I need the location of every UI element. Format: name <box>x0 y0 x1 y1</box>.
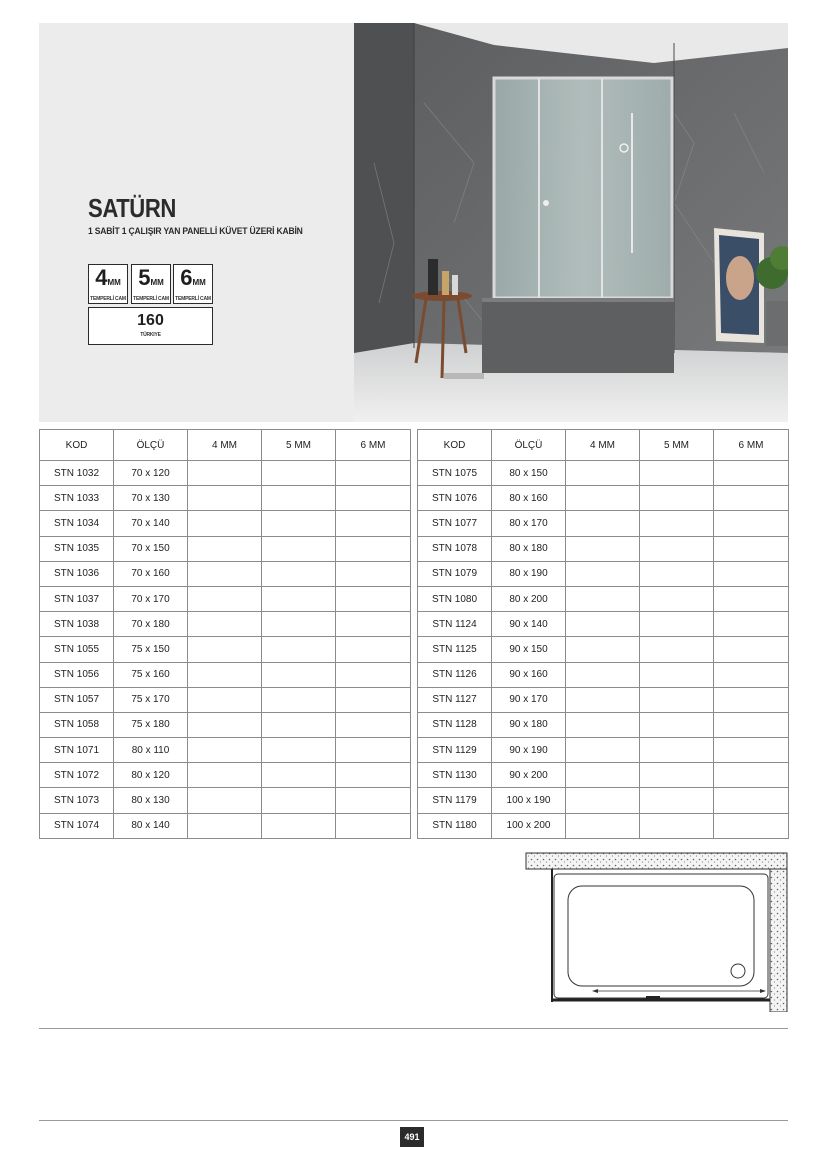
plan-diagram <box>524 852 788 1012</box>
table-row <box>418 813 789 838</box>
badge-label: TEMPERLİ CAM <box>175 296 211 302</box>
cell-size: 80 x 120 <box>114 763 188 788</box>
cell-4mm <box>188 637 262 662</box>
cell-4mm <box>566 612 640 637</box>
cell-code: STN 1072 <box>40 763 114 788</box>
cell-6mm <box>714 586 789 611</box>
cell-5mm <box>640 712 714 737</box>
cell-5mm <box>262 612 336 637</box>
cell-code: STN 1075 <box>418 461 492 486</box>
table-row <box>418 536 789 561</box>
table-row <box>418 511 789 536</box>
cell-5mm <box>640 511 714 536</box>
table-row <box>418 712 789 737</box>
table-row <box>40 662 411 687</box>
cell-6mm <box>336 536 411 561</box>
cell-6mm <box>336 586 411 611</box>
cell-6mm <box>336 788 411 813</box>
cell-code: STN 1036 <box>40 561 114 586</box>
cell-5mm <box>262 536 336 561</box>
cell-5mm <box>262 461 336 486</box>
table-row <box>40 763 411 788</box>
cell-size: 70 x 120 <box>114 461 188 486</box>
cell-6mm <box>714 738 789 763</box>
table-row <box>40 511 411 536</box>
cell-4mm <box>566 536 640 561</box>
cell-code: STN 1074 <box>40 813 114 838</box>
cell-5mm <box>640 586 714 611</box>
cell-4mm <box>566 738 640 763</box>
cell-6mm <box>714 662 789 687</box>
table-row <box>418 662 789 687</box>
cell-4mm <box>188 536 262 561</box>
table-row <box>40 586 411 611</box>
cell-size: 100 x 200 <box>492 813 566 838</box>
product-photo <box>354 23 788 422</box>
cell-size: 75 x 160 <box>114 662 188 687</box>
cell-6mm <box>336 561 411 586</box>
badge-value: 4 <box>95 265 108 290</box>
cell-4mm <box>188 586 262 611</box>
cell-size: 70 x 170 <box>114 586 188 611</box>
cell-code: STN 1128 <box>418 712 492 737</box>
table-row <box>418 687 789 712</box>
cell-size: 70 x 180 <box>114 612 188 637</box>
cell-size: 80 x 200 <box>492 586 566 611</box>
cell-6mm <box>714 561 789 586</box>
cell-4mm <box>188 561 262 586</box>
cell-size: 80 x 170 <box>492 511 566 536</box>
cell-5mm <box>640 536 714 561</box>
cell-size: 100 x 190 <box>492 788 566 813</box>
cell-code: STN 1129 <box>418 738 492 763</box>
badge-4mm <box>88 264 128 304</box>
cell-size: 90 x 160 <box>492 662 566 687</box>
cell-code: STN 1127 <box>418 687 492 712</box>
cell-code: STN 1038 <box>40 612 114 637</box>
section-divider <box>39 1028 788 1029</box>
cell-4mm <box>188 612 262 637</box>
table-header-row <box>418 430 789 461</box>
badge-wide-label: TÜRKIYE <box>140 332 161 338</box>
cell-size: 80 x 160 <box>492 486 566 511</box>
cell-5mm <box>262 738 336 763</box>
cell-5mm <box>640 612 714 637</box>
badge-5mm <box>131 264 171 304</box>
cell-4mm <box>566 712 640 737</box>
badge-6mm <box>173 264 213 304</box>
cell-size: 70 x 150 <box>114 536 188 561</box>
cell-5mm <box>640 687 714 712</box>
cell-size: 80 x 180 <box>492 536 566 561</box>
cell-code: STN 1035 <box>40 536 114 561</box>
table-row <box>418 561 789 586</box>
table-row <box>418 788 789 813</box>
cell-6mm <box>714 612 789 637</box>
cell-6mm <box>336 486 411 511</box>
cell-4mm <box>188 461 262 486</box>
table-row <box>418 738 789 763</box>
cell-5mm <box>640 763 714 788</box>
table-row <box>40 536 411 561</box>
cell-6mm <box>336 612 411 637</box>
cell-size: 90 x 140 <box>492 612 566 637</box>
cell-code: STN 1180 <box>418 813 492 838</box>
cell-6mm <box>336 687 411 712</box>
cell-code: STN 1078 <box>418 536 492 561</box>
cell-5mm <box>262 511 336 536</box>
badge-value: 5 <box>138 265 151 290</box>
cell-4mm <box>566 561 640 586</box>
cell-size: 80 x 110 <box>114 738 188 763</box>
table-row <box>418 637 789 662</box>
col-header-olcu: ÖLÇÜ <box>492 430 566 461</box>
cell-5mm <box>262 813 336 838</box>
cell-4mm <box>188 813 262 838</box>
col-header-kod: KOD <box>40 430 114 461</box>
cell-6mm <box>714 486 789 511</box>
col-header-4mm: 4 MM <box>188 430 262 461</box>
cell-4mm <box>188 662 262 687</box>
table-header-row <box>40 430 411 461</box>
cell-code: STN 1076 <box>418 486 492 511</box>
table-row <box>40 687 411 712</box>
cell-5mm <box>262 586 336 611</box>
cell-5mm <box>640 637 714 662</box>
badge-unit: MM <box>107 278 121 287</box>
cell-code: STN 1126 <box>418 662 492 687</box>
cell-4mm <box>188 511 262 536</box>
cell-code: STN 1055 <box>40 637 114 662</box>
cell-4mm <box>566 662 640 687</box>
cell-4mm <box>566 486 640 511</box>
cell-5mm <box>262 662 336 687</box>
table-body-left <box>40 461 411 839</box>
cell-size: 70 x 140 <box>114 511 188 536</box>
cell-4mm <box>188 738 262 763</box>
cell-6mm <box>714 461 789 486</box>
col-header-5mm: 5 MM <box>640 430 714 461</box>
cell-4mm <box>188 763 262 788</box>
col-header-5mm: 5 MM <box>262 430 336 461</box>
cell-6mm <box>714 712 789 737</box>
cell-4mm <box>188 712 262 737</box>
cell-4mm <box>566 511 640 536</box>
cell-code: STN 1080 <box>418 586 492 611</box>
cell-5mm <box>262 712 336 737</box>
table-row <box>40 712 411 737</box>
cell-6mm <box>714 536 789 561</box>
cell-6mm <box>714 813 789 838</box>
cell-size: 80 x 190 <box>492 561 566 586</box>
cell-4mm <box>188 687 262 712</box>
cell-6mm <box>714 637 789 662</box>
badge-unit: MM <box>192 278 206 287</box>
cell-code: STN 1124 <box>418 612 492 637</box>
cell-5mm <box>640 486 714 511</box>
cell-5mm <box>640 561 714 586</box>
table-row <box>418 612 789 637</box>
cell-size: 80 x 130 <box>114 788 188 813</box>
cell-size: 80 x 140 <box>114 813 188 838</box>
badge-value: 6 <box>180 265 193 290</box>
cell-code: STN 1071 <box>40 738 114 763</box>
cell-4mm <box>566 461 640 486</box>
table-row <box>418 586 789 611</box>
cell-6mm <box>714 687 789 712</box>
cell-6mm <box>336 712 411 737</box>
cell-size: 75 x 180 <box>114 712 188 737</box>
cell-5mm <box>640 662 714 687</box>
cell-4mm <box>566 813 640 838</box>
cell-5mm <box>262 486 336 511</box>
cell-code: STN 1130 <box>418 763 492 788</box>
cell-4mm <box>188 788 262 813</box>
cell-size: 75 x 150 <box>114 637 188 662</box>
cell-size: 90 x 180 <box>492 712 566 737</box>
cell-4mm <box>188 486 262 511</box>
cell-size: 90 x 150 <box>492 637 566 662</box>
col-header-olcu: ÖLÇÜ <box>114 430 188 461</box>
table-row <box>40 561 411 586</box>
cell-code: STN 1057 <box>40 687 114 712</box>
footer-divider <box>39 1120 788 1121</box>
cell-code: STN 1037 <box>40 586 114 611</box>
table-row <box>418 486 789 511</box>
page-number: 491 <box>400 1127 424 1147</box>
cell-code: STN 1073 <box>40 788 114 813</box>
hero-info-panel <box>39 23 354 422</box>
cell-6mm <box>714 763 789 788</box>
cell-4mm <box>566 763 640 788</box>
badge-unit: MM <box>150 278 164 287</box>
cell-4mm <box>566 788 640 813</box>
table-row <box>40 612 411 637</box>
cell-4mm <box>566 687 640 712</box>
cell-6mm <box>336 763 411 788</box>
cell-5mm <box>640 788 714 813</box>
table-row <box>40 813 411 838</box>
col-header-6mm: 6 MM <box>336 430 411 461</box>
table-row <box>40 486 411 511</box>
cell-size: 70 x 130 <box>114 486 188 511</box>
cell-code: STN 1033 <box>40 486 114 511</box>
cell-6mm <box>336 738 411 763</box>
cell-size: 90 x 190 <box>492 738 566 763</box>
cell-code: STN 1058 <box>40 712 114 737</box>
cell-4mm <box>566 637 640 662</box>
cell-6mm <box>714 788 789 813</box>
col-header-kod: KOD <box>418 430 492 461</box>
cell-5mm <box>262 637 336 662</box>
table-row <box>418 461 789 486</box>
table-row <box>40 788 411 813</box>
table-row <box>40 461 411 486</box>
cell-6mm <box>714 511 789 536</box>
cell-6mm <box>336 662 411 687</box>
cell-size: 70 x 160 <box>114 561 188 586</box>
cell-6mm <box>336 813 411 838</box>
cell-5mm <box>262 687 336 712</box>
table-row <box>418 763 789 788</box>
cell-5mm <box>640 461 714 486</box>
cell-code: STN 1079 <box>418 561 492 586</box>
cell-6mm <box>336 461 411 486</box>
cell-code: STN 1179 <box>418 788 492 813</box>
col-header-4mm: 4 MM <box>566 430 640 461</box>
cell-5mm <box>262 763 336 788</box>
cell-size: 80 x 150 <box>492 461 566 486</box>
cell-6mm <box>336 511 411 536</box>
table-row <box>40 637 411 662</box>
cell-code: STN 1032 <box>40 461 114 486</box>
cell-size: 90 x 200 <box>492 763 566 788</box>
cell-code: STN 1056 <box>40 662 114 687</box>
table-body-right <box>418 461 789 839</box>
cell-code: STN 1034 <box>40 511 114 536</box>
cell-4mm <box>566 586 640 611</box>
cell-5mm <box>262 561 336 586</box>
cell-code: STN 1125 <box>418 637 492 662</box>
badge-wide-value: 160 <box>137 312 164 329</box>
cell-size: 90 x 170 <box>492 687 566 712</box>
badge-label: TEMPERLİ CAM <box>133 296 169 302</box>
spec-table-left <box>39 429 411 839</box>
cell-5mm <box>640 813 714 838</box>
cell-5mm <box>262 788 336 813</box>
cell-size: 75 x 170 <box>114 687 188 712</box>
spec-table-right <box>417 429 789 839</box>
cell-6mm <box>336 637 411 662</box>
badge-160 <box>88 307 213 345</box>
badge-label: TEMPERLİ CAM <box>90 296 126 302</box>
cell-code: STN 1077 <box>418 511 492 536</box>
product-subtitle: 1 SABİT 1 ÇALIŞIR YAN PANELLİ KÜVET ÜZERİ KABİN <box>88 226 303 237</box>
product-title: SATÜRN <box>88 193 176 223</box>
col-header-6mm: 6 MM <box>714 430 789 461</box>
cell-5mm <box>640 738 714 763</box>
table-row <box>40 738 411 763</box>
